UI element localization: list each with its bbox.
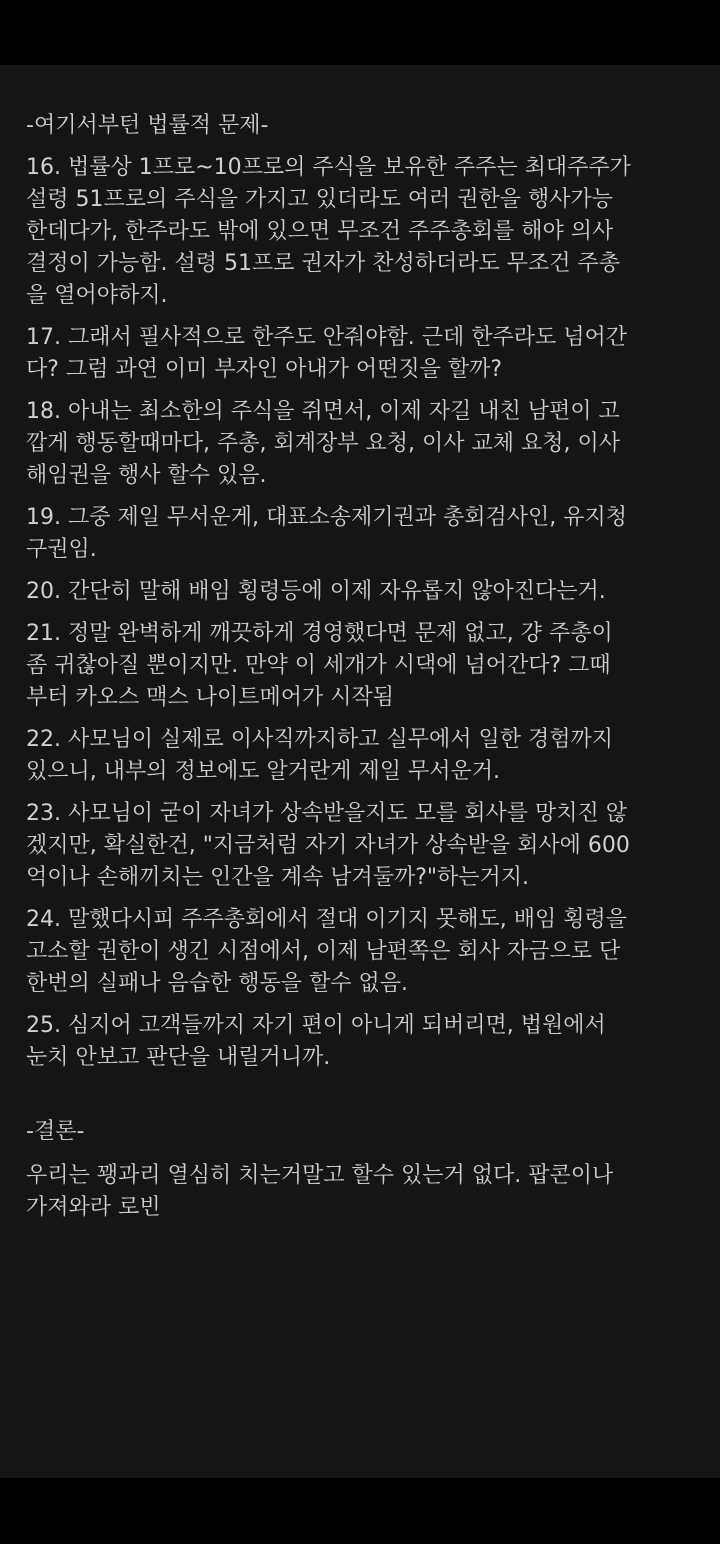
paragraph-line: 눈치 안보고 판단을 내릴거니까.: [26, 1045, 331, 1070]
numbered-paragraph: [26, 152, 720, 312]
numbered-paragraph: [26, 798, 720, 894]
paragraph-line: 23. 사모님이 굳이 자녀가 상속받을지도 모를 회사를 망치진 않: [26, 801, 627, 826]
numbered-paragraph: [26, 322, 720, 386]
paragraph-line: 24. 말했다시피 주주총회에서 절대 이기지 못해도, 배임 횡령을: [26, 907, 627, 932]
post-body: [0, 65, 720, 1478]
paragraph-line: 25. 심지어 고객들까지 자기 편이 아니게 되버리면, 법원에서: [26, 1013, 606, 1038]
paragraph-line: 17. 그래서 필사적으로 한주도 안줘야함. 근데 한주라도 넘어간: [26, 325, 627, 350]
paragraph-line: 20. 간단히 말해 배임 횡령등에 이제 자유롭지 않아진다는거.: [26, 579, 606, 604]
legal-section-title: -여기서부턴 법률적 문제-: [26, 113, 269, 138]
paragraph-line: 한번의 실패나 음습한 행동을 할수 없음.: [26, 971, 408, 996]
paragraph-line: 결정이 가능함. 설령 51프로 권자가 찬성하더라도 무조건 주총: [26, 251, 620, 276]
numbered-paragraph: [26, 618, 720, 714]
conclusion-section-title: -결론-: [26, 1119, 85, 1144]
paragraph-line: 가져와라 로빈: [26, 1195, 161, 1220]
paragraph-line: 한데다가, 한주라도 밖에 있으면 무조건 주주총회를 해야 의사: [26, 219, 614, 244]
numbered-paragraph: [26, 724, 720, 788]
paragraph-line: 18. 아내는 최소한의 주식을 쥐면서, 이제 자길 내친 남편이 고: [26, 399, 620, 424]
paragraph-line: 있으니, 내부의 정보에도 알거란게 제일 무서운거.: [26, 759, 500, 784]
paragraph-line: 21. 정말 완벽하게 깨끗하게 경영했다면 문제 없고, 걍 주총이: [26, 621, 613, 646]
paragraph-line: 을 열어야하지.: [26, 283, 168, 308]
legal-items-list: [26, 152, 720, 1074]
paragraph-line: 19. 그중 제일 무서운게, 대표소송제기권과 총회검사인, 유지청: [26, 505, 627, 530]
numbered-paragraph: [26, 396, 720, 492]
paragraph-line: 고소할 권한이 생긴 시점에서, 이제 남편쪽은 회사 자금으로 단: [26, 939, 621, 964]
paragraph-line: 22. 사모님이 실제로 이사직까지하고 실무에서 일한 경험까지: [26, 727, 613, 752]
paragraph-line: 억이나 손해끼치는 인간을 계속 남겨둘까?"하는거지.: [26, 865, 530, 890]
numbered-paragraph: [26, 904, 720, 1000]
paragraph-line: 16. 법률상 1프로~10프로의 주식을 보유한 주주는 최대주주가: [26, 155, 631, 180]
paragraph-line: 우리는 꽹과리 열심히 치는거말고 할수 있는거 없다. 팝콘이나: [26, 1163, 614, 1188]
paragraph-line: 겠지만, 확실한건, "지금처럼 자기 자녀가 상속받을 회사에 600: [26, 833, 630, 858]
conclusion-paragraph: [26, 1160, 720, 1224]
top-black-bar: [0, 0, 720, 65]
paragraph-line: 해임권을 행사 할수 있음.: [26, 463, 267, 488]
paragraph-line: 구권임.: [26, 537, 97, 562]
paragraph-line: 다? 그럼 과연 이미 부자인 아내가 어떤짓을 할까?: [26, 357, 503, 382]
paragraph-line: 부터 카오스 맥스 나이트메어가 시작됨: [26, 685, 395, 710]
bottom-black-bar: [0, 1478, 720, 1544]
numbered-paragraph: [26, 1010, 720, 1074]
paragraph-line: 설령 51프로의 주식을 가지고 있더라도 여러 권한을 행사가능: [26, 187, 613, 212]
numbered-paragraph: [26, 502, 720, 566]
numbered-paragraph: [26, 576, 720, 608]
paragraph-line: 좀 귀찮아질 뿐이지만. 만약 이 세개가 시댁에 넘어간다? 그때: [26, 653, 611, 678]
paragraph-line: 깝게 행동할때마다, 주총, 회계장부 요청, 이사 교체 요청, 이사: [26, 431, 620, 456]
